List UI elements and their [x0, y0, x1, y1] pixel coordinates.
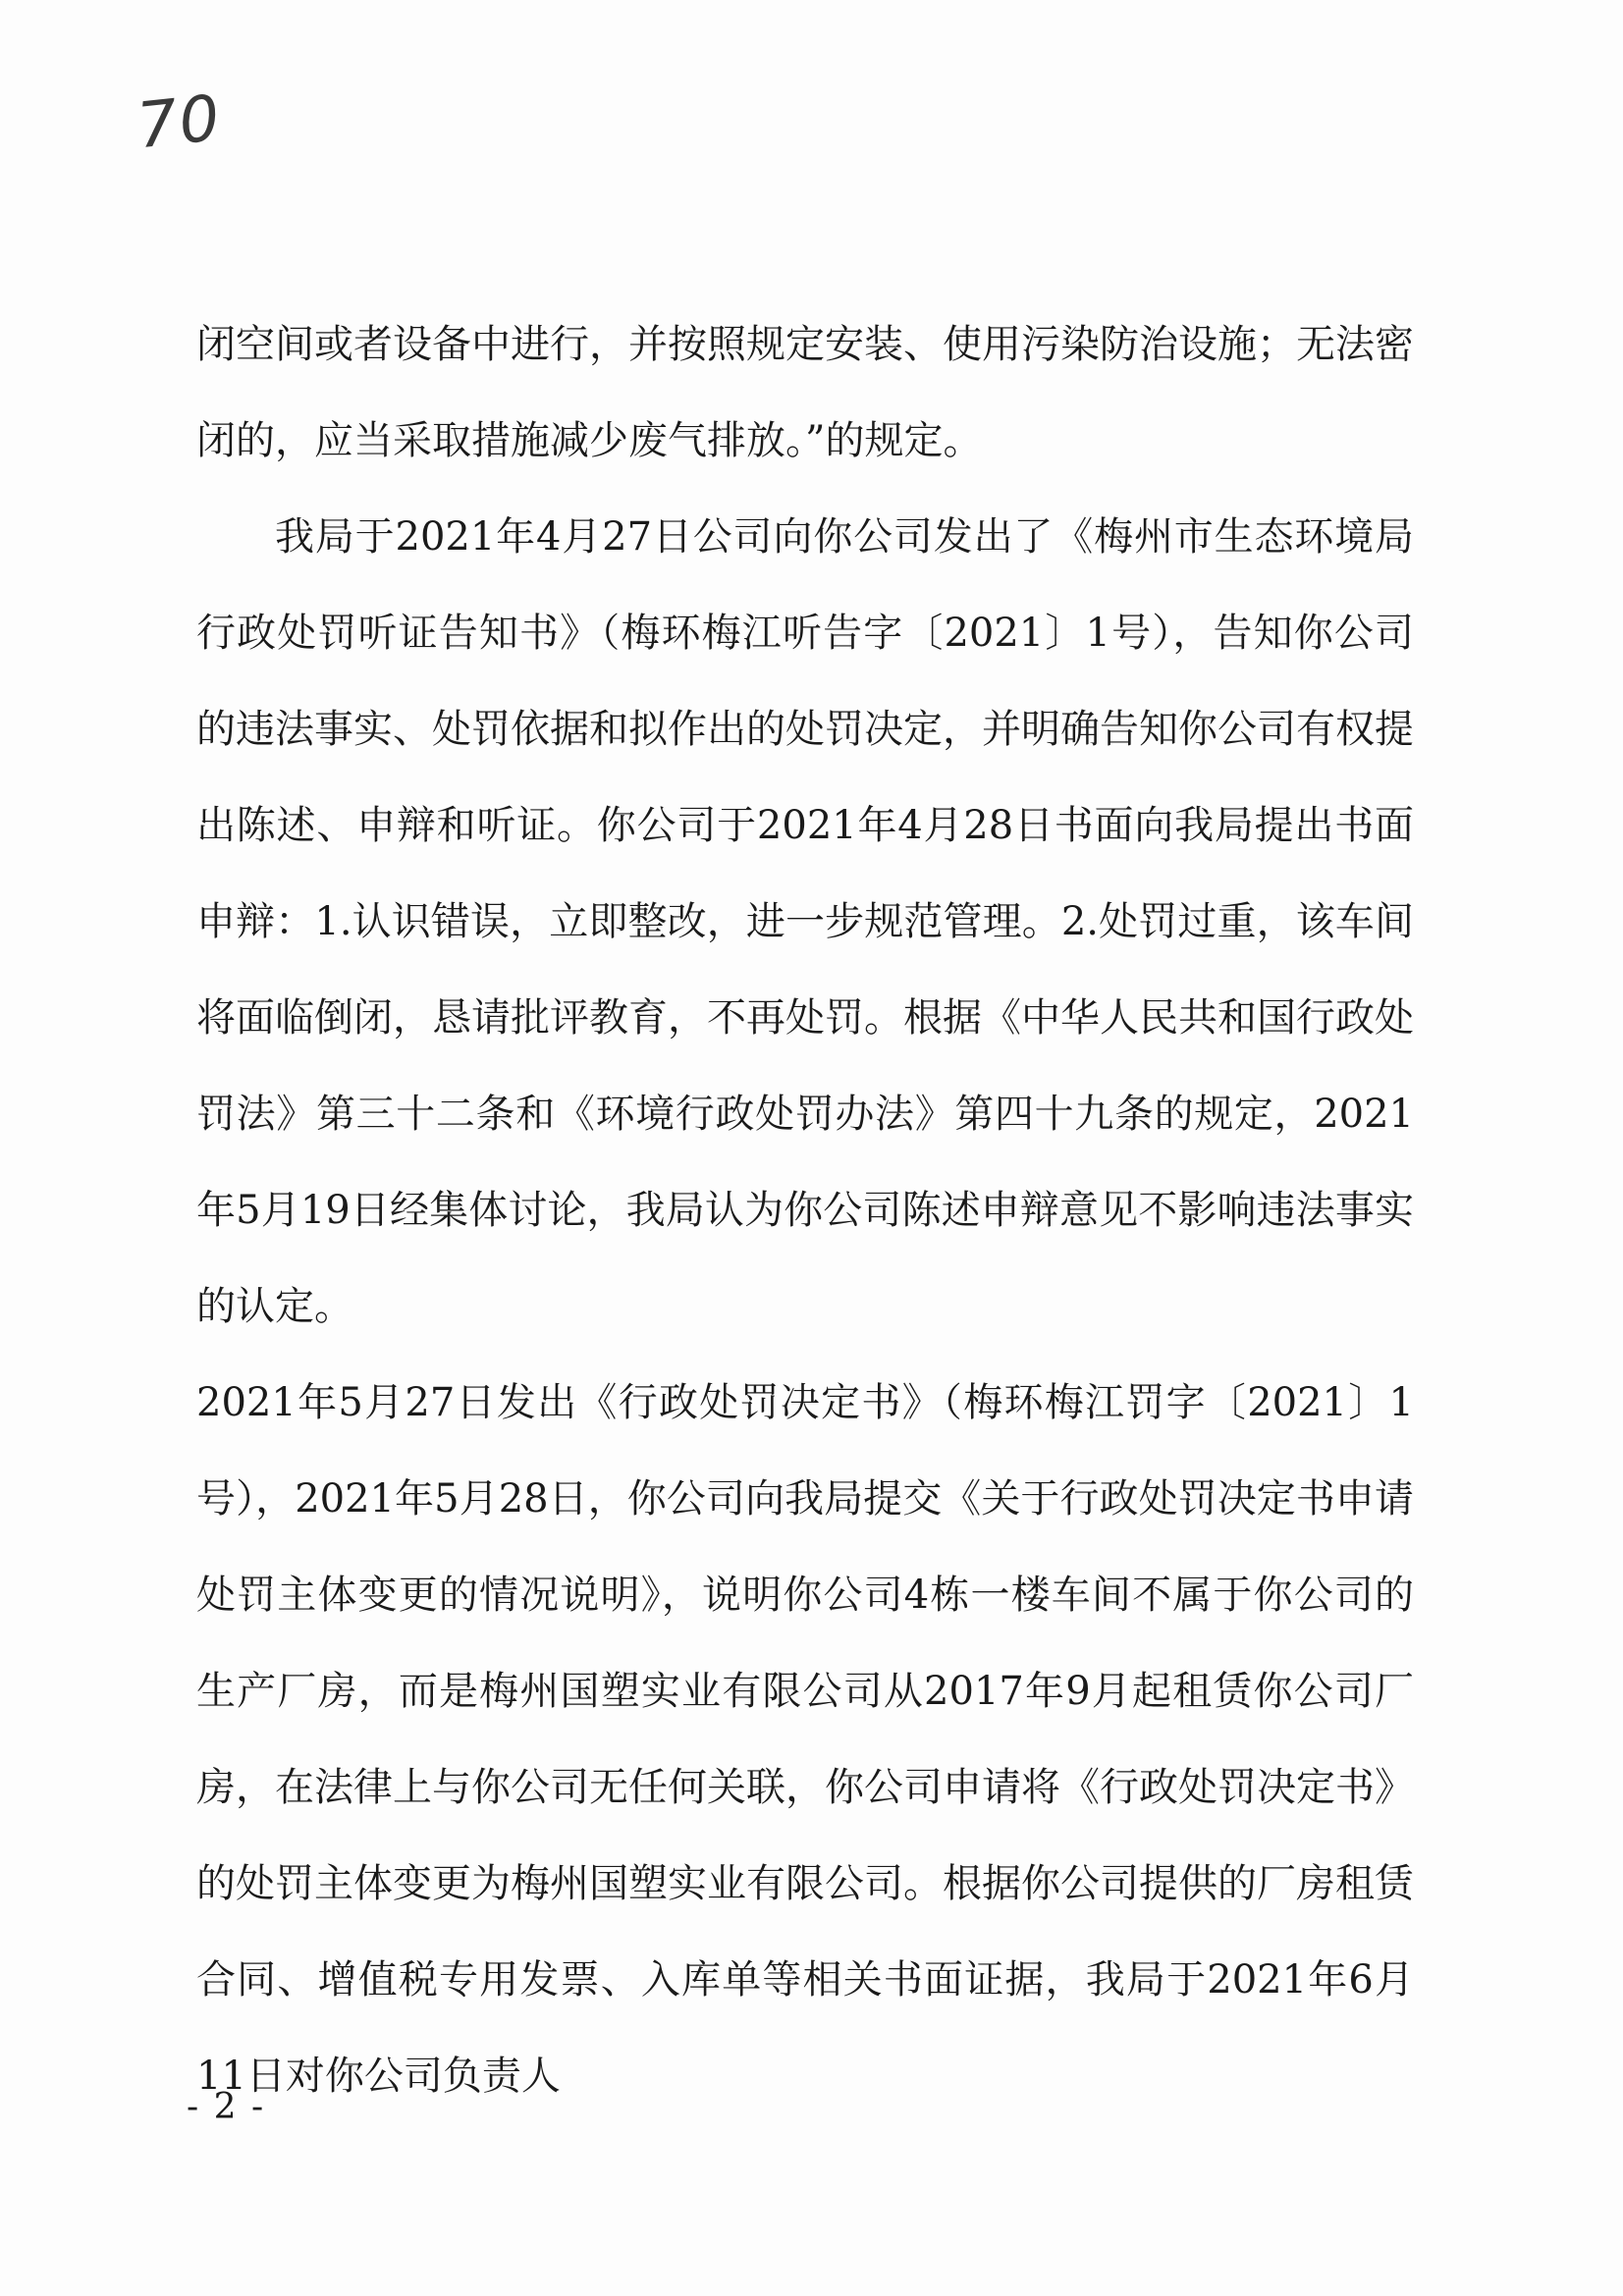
paragraph-continuation: 闭空间或者设备中进行，并按照规定安装、使用污染防治设施；无法密闭的，应当采取措施减少废气排放。”的规定。 [196, 322, 1414, 463]
handwritten-page-mark: 70 [134, 81, 226, 164]
document-body [196, 296, 1414, 2124]
page-number: - 2 - [187, 2087, 266, 2127]
paragraph-hearing-notice: 我局于2021年4月27日公司向你公司发出了《梅州市生态环境局行政处罚听证告知书》（梅环梅江听告字〔2021〕1号），告知你公司的违法事实、处罚依据和拟作出的处罚决定，并明确告知你公司有权提出陈述、申辩和听证。你公司于2021年4月28日书面向我局提出书面申辩：1.认识错误，立即整改，进一步规范管理。2.处罚过重，该车间将面临倒闭，恳请批评教育，不再处罚。根据《中华人民共和国行政处罚法》第三十二条和《环境行政处罚办法》第四十九条的规定，2021年5月19日经集体讨论，我局认为你公司陈述申辩意见不影响违法事实的认定。 [196, 514, 1414, 1329]
paragraph-penalty-decision: 2021年5月27日发出《行政处罚决定书》（梅环梅江罚字〔2021〕1号），2021年5月28日，你公司向我局提交《关于行政处罚决定书申请处罚主体变更的情况说明》，说明你公司4栋一楼车间不属于你公司的生产厂房，而是梅州国塑实业有限公司从2017年9月起租赁你公司厂房，在法律上与你公司无任何关联，你公司申请将《行政处罚决定书》的处罚主体变更为梅州国塑实业有限公司。根据你公司提供的厂房租赁合同、增值税专用发票、入库单等相关书面证据，我局于2021年6月11日对你公司负责人 [196, 1380, 1414, 2099]
